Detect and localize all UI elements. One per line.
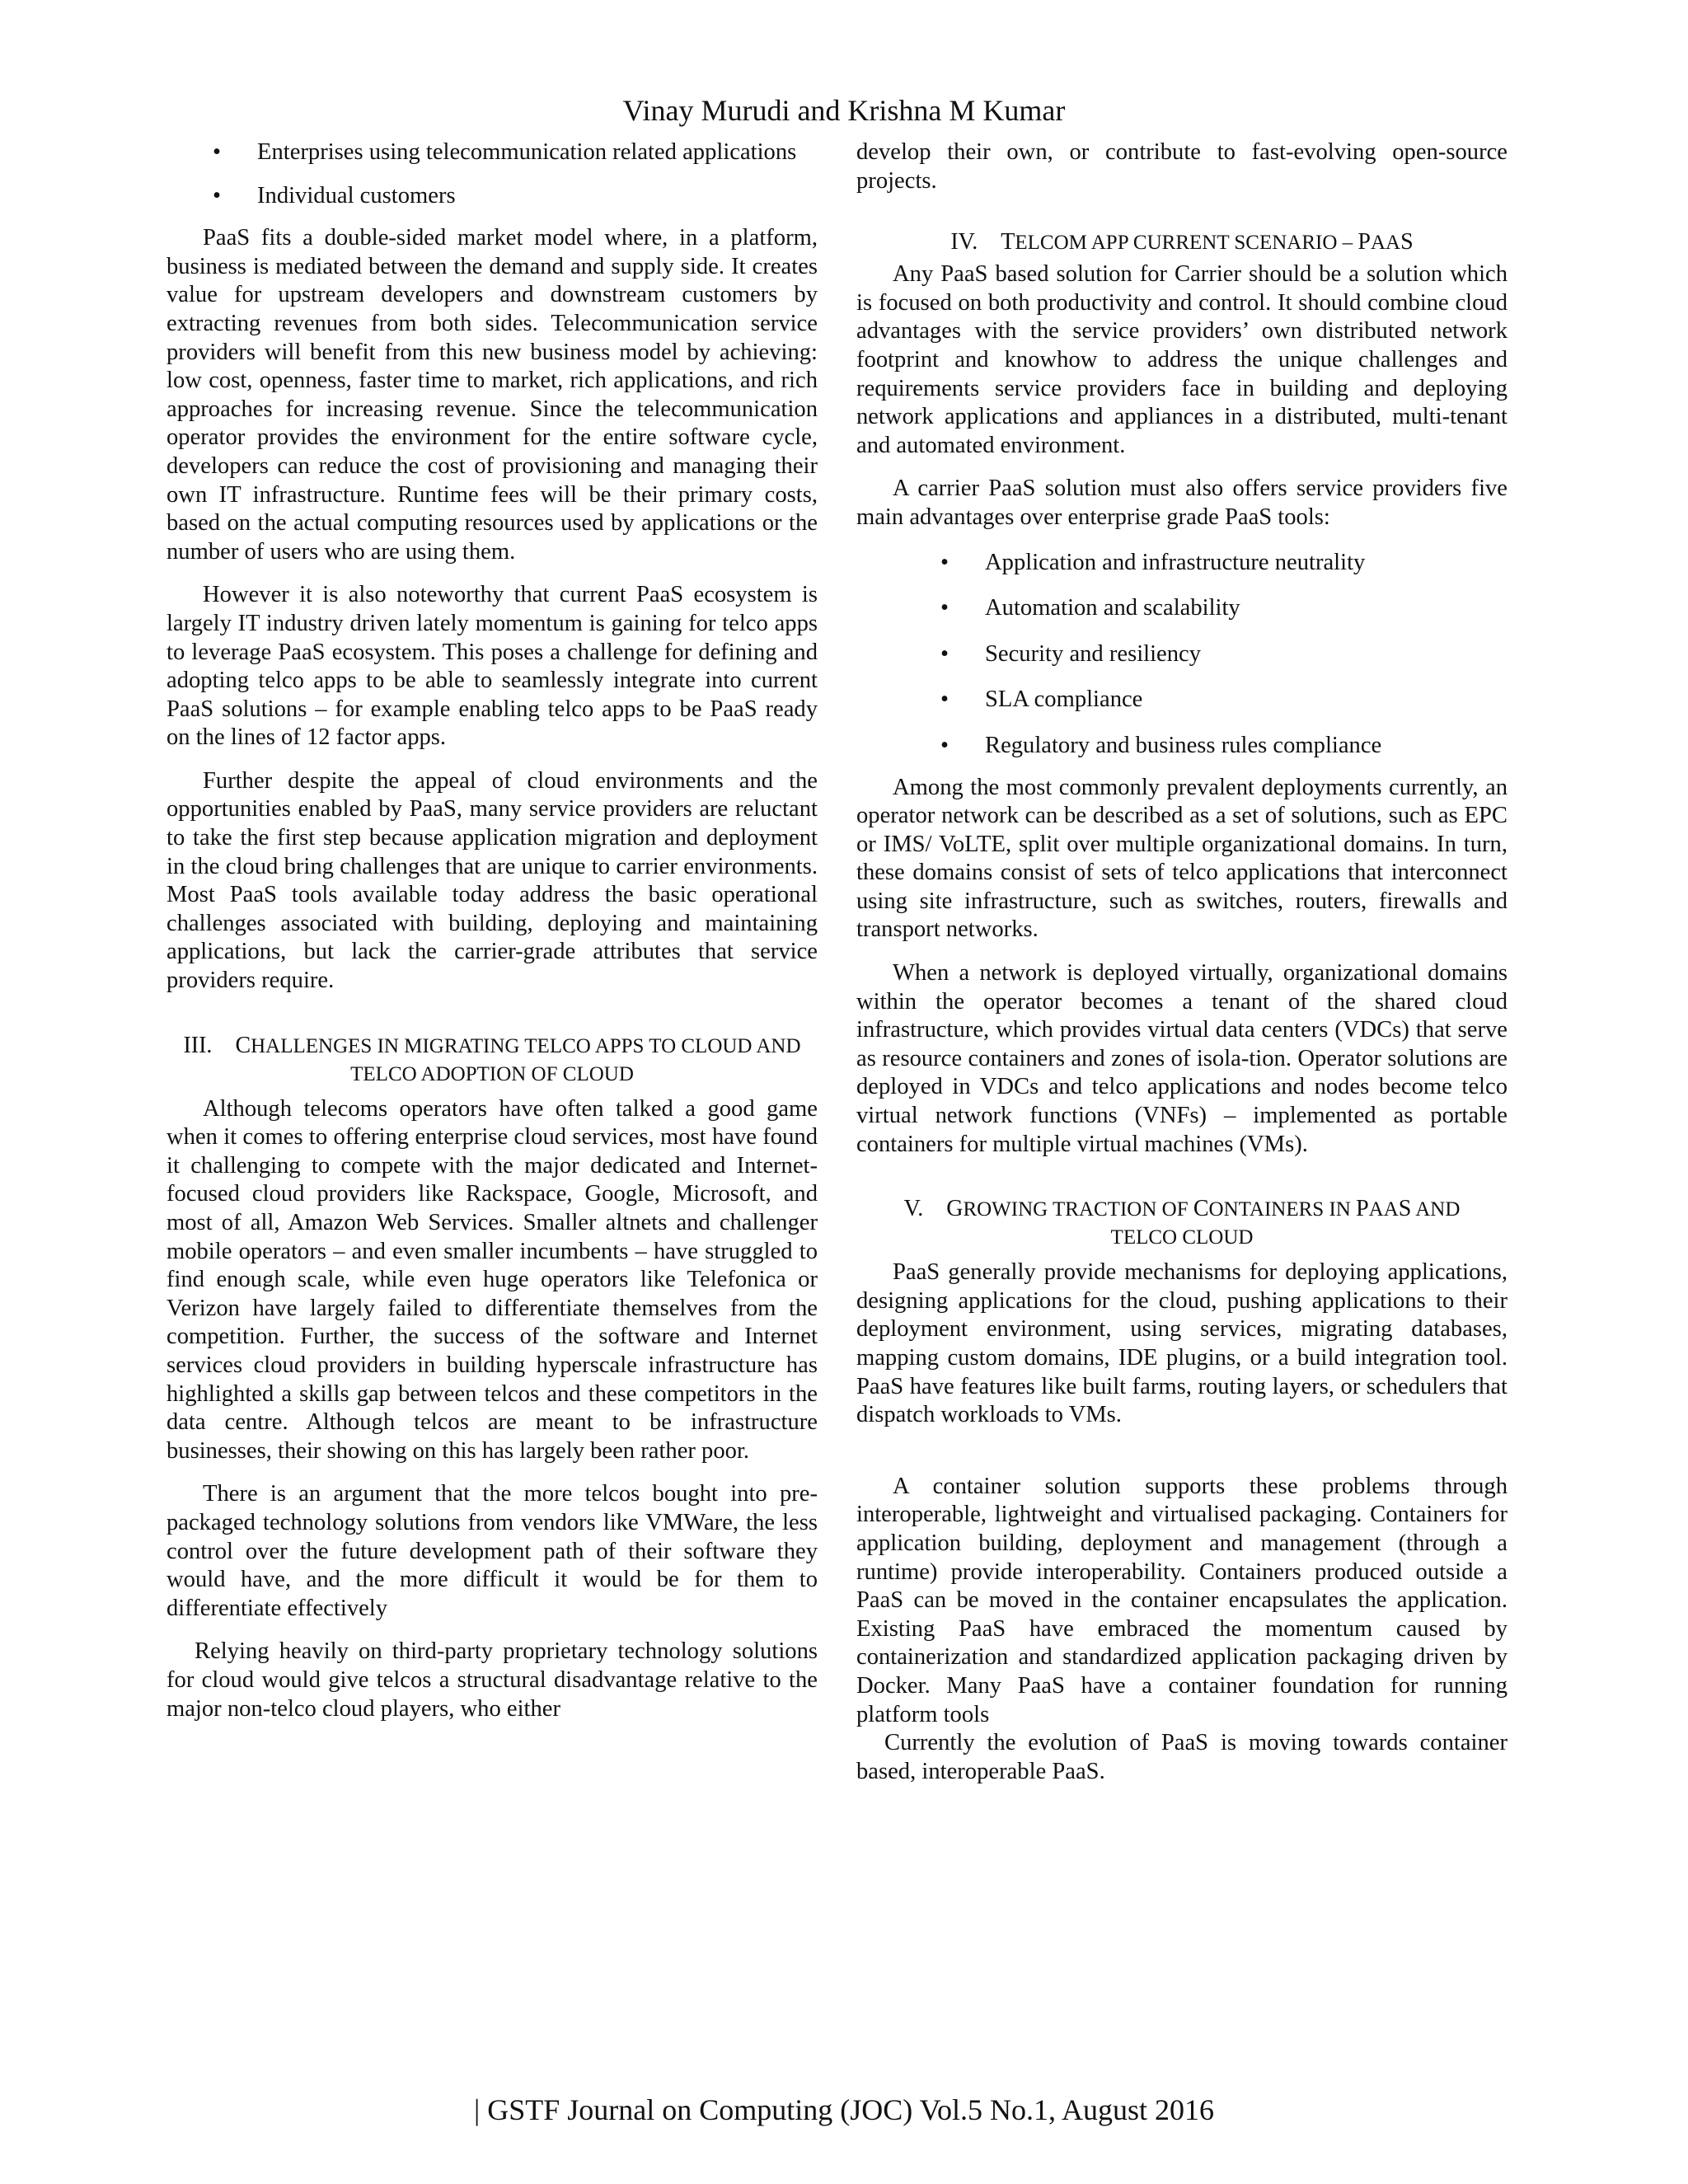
section-heading-3: III. CHALLENGES IN MIGRATING TELCO APPS TO CLOUD AND TELCO ADOPTION OF CLOUD bbox=[183, 1032, 801, 1085]
paragraph: A carrier PaaS solution must also offers service providers five main advantages over enterprise grade PaaS tools: bbox=[856, 476, 1507, 530]
paragraph: Although telecoms operators have often talked a good game when it comes to offering enterprise cloud services, most have found it challenging to compete with the major dedicated and Internet-focused cloud providers like Rackspace, Google, Microsoft, and most of all, Amazon Web Services. Smaller altnets and challenger mobile operators – and even smaller incumbents – have struggled to find enough scale, while even huge operators like Telefonica or Verizon have largely failed to differentiate themselves from the competition. Further, the success of the software and Internet services cloud providers in building hyperscale infrastructure has highlighted a skills gap between telcos and these competitors in the data centre. Although telcos are meant to be infrastructure businesses, their showing on this has largely been rather poor. bbox=[166, 1095, 818, 1464]
paragraph: A container solution supports these problems through interoperable, lightweight and virtualised packaging. Containers for application building, deployment and management (through a runtime) provide interoperability. Containers produced outside a PaaS can be moved in the container encapsulates the application. Existing PaaS have embraced the momentum caused by containerization and standardized application packaging driven by Docker. Many PaaS have a container foundation for running platform tools bbox=[856, 1473, 1507, 1727]
list-item: • Automation and scalability bbox=[985, 594, 1507, 623]
list-item: • Enterprises using telecommunication related applications bbox=[257, 138, 818, 167]
paragraph: Further despite the appeal of cloud environments and the opportunities enabled by PaaS, many service providers are reluctant to take the first step because application migration and deployment in the cloud bring challenges that are unique to carrier environments. Most PaaS tools available today address the basic operational challenges associated with building, deploying and maintaining applications, but lack the carrier-grade attributes that service providers require. bbox=[166, 767, 818, 994]
bullet-icon: • bbox=[940, 687, 950, 713]
bullet-icon: • bbox=[940, 640, 950, 667]
left-column bbox=[166, 138, 818, 1723]
customer-bullet-list bbox=[166, 138, 818, 210]
journal-footer: | GSTF Journal on Computing (JOC) Vol.5 No.1, August 2016 bbox=[474, 2093, 1214, 2126]
paragraph: PaaS generally provide mechanisms for deploying applications, designing applications for the cloud, pushing applications to their deployment environment, using services, migrating databases, mapping custom domains, IDE plugins, or a build integration tool. PaaS have features like built farms, routing layers, or schedulers that dispatch workloads to VMs. bbox=[856, 1259, 1507, 1428]
bullet-icon: • bbox=[940, 732, 950, 758]
list-item: • SLA compliance bbox=[985, 686, 1507, 715]
bullet-icon: • bbox=[940, 549, 950, 575]
section-heading-5: V. GROWING TRACTION OF CONTAINERS IN PAAS AND TELCO CLOUD bbox=[903, 1196, 1461, 1249]
list-item: • Regulatory and business rules compliance bbox=[985, 732, 1507, 761]
paragraph: However it is also noteworthy that current PaaS ecosystem is largely IT industry driven lately momentum is gaining for telco apps to leverage PaaS ecosystem. This poses a challenge for defining and adopting telco apps to be able to seamlessly integrate into current PaaS solutions – for example enabling telco apps to be PaaS ready on the lines of 12 factor apps. bbox=[166, 582, 818, 751]
paragraph: Relying heavily on third-party proprietary technology solutions for cloud would give telcos a structural disadvantage relative to the major non-telco cloud players, who either bbox=[166, 1638, 818, 1722]
paragraph: Currently the evolution of PaaS is moving towards container based, interoperable PaaS. bbox=[856, 1730, 1507, 1784]
right-column bbox=[856, 138, 1507, 1786]
list-item: • Security and resiliency bbox=[985, 640, 1507, 669]
paragraph: develop their own, or contribute to fast-evolving open-source projects. bbox=[856, 139, 1507, 194]
section-heading-4: IV. TELCOM APP CURRENT SCENARIO – PAAS bbox=[950, 229, 1414, 255]
paragraph: Any PaaS based solution for Carrier should be a solution which is focused on both productivity and control. It should combine cloud advantages with the service providers’ own distributed network footprint and knowhow to address the unique challenges and requirements service providers face in building and deploying network applications and appliances in a distributed, multi-tenant and automated environment. bbox=[856, 261, 1507, 458]
advantages-bullet-list bbox=[856, 549, 1507, 761]
bullet-icon: • bbox=[213, 182, 222, 209]
paragraph: When a network is deployed virtually, organizational domains within the operator becomes a tenant of the shared cloud infrastructure, which provides virtual data centers (VDCs) that serve as resource containers and zones of isola-tion. Operator solutions are deployed in VDCs and telco applications and nodes become telco virtual network functions (VNFs) – implemented as portable containers for multiple virtual machines (VMs). bbox=[856, 960, 1507, 1157]
bullet-icon: • bbox=[213, 139, 222, 165]
paragraph: Among the most commonly prevalent deployments currently, an operator network can be described as a set of solutions, such as EPC or IMS/ VoLTE, split over multiple organizational domains. In turn, these domains consist of sets of telco applications that interconnect using site infrastructure, such as switches, routers, firewalls and transport networks. bbox=[856, 774, 1507, 943]
running-header: Vinay Murudi and Krishna M Kumar bbox=[622, 94, 1066, 127]
bullet-icon: • bbox=[940, 595, 950, 621]
paragraph: PaaS fits a double-sided market model where, in a platform, business is mediated between the demand and supply side. It creates value for upstream developers and downstream customers by extracting revenues from both sides. Telecommunication service providers will benefit from this new business model by achieving: low cost, openness, faster time to market, rich applications, and rich approaches for increasing revenue. Since the telecommunication operator provides the environment for the entire software cycle, developers can reduce the cost of provisioning and managing their own IT infrastructure. Runtime fees will be their primary costs, based on the actual computing resources used by applications or the number of users who are using them. bbox=[166, 225, 818, 565]
list-item: • Application and infrastructure neutrality bbox=[985, 549, 1507, 578]
list-item: • Individual customers bbox=[257, 182, 818, 211]
paragraph: There is an argument that the more telcos bought into pre-packaged technology solutions from vendors like VMWare, the less control over the future development path of their software they would have, and the more difficult it would be for them to differentiate effectively bbox=[166, 1481, 818, 1621]
